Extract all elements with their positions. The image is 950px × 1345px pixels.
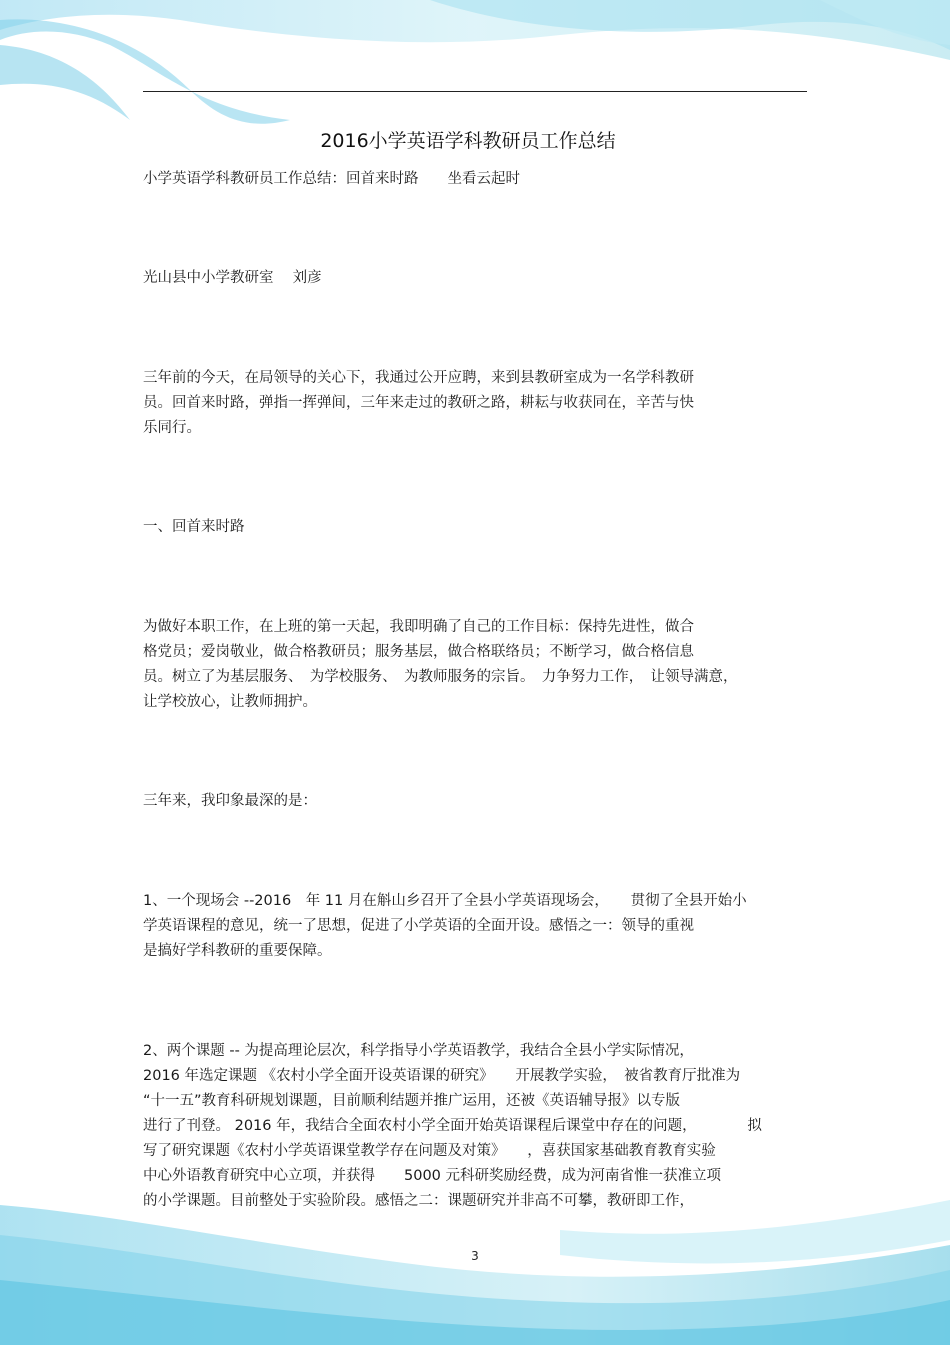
text-line: 是搞好学科教研的重要保障。 bbox=[143, 943, 332, 959]
text-line: 中心外语教育研究中心立项，并获得 5000 元科研奖励经费，成为河南省惟一获准立项 bbox=[143, 1168, 722, 1184]
text-line: 1、一个现场会 --2016 年 11 月在斛山乡召开了全县小学英语现场会， 贯彻了全县开始小 bbox=[143, 893, 747, 909]
page-number: 3 bbox=[471, 1249, 479, 1263]
paragraph-goals bbox=[143, 615, 808, 715]
text-line: 为做好本职工作，在上班的第一天起，我即明确了自己的工作目标：保持先进性，做合 bbox=[143, 619, 694, 635]
text-line: 三年来，我印象最深的是： bbox=[143, 793, 317, 809]
text-line: 员。回首来时路，弹指一挥弹间，三年来走过的教研之路，耕耘与收获同在，辛苦与快 bbox=[143, 395, 694, 411]
text-line: 让学校放心，让教师拥护。 bbox=[143, 694, 317, 710]
author-text: 光山县中小学教研室 刘彦 bbox=[143, 270, 322, 286]
text-line: 写了研究课题《农村小学英语课堂教学存在问题及对策》 ，喜获国家基础教育教育实验 bbox=[143, 1143, 716, 1159]
author-line bbox=[143, 266, 808, 291]
paragraph-item-2 bbox=[143, 1039, 808, 1214]
paragraph-impression bbox=[143, 789, 808, 814]
text-line: 员。树立了为基层服务、 为学校服务、 为教师服务的宗旨。 力争努力工作， 让领导满意， bbox=[143, 669, 738, 685]
text-line: 进行了刊登。 2016 年，我结合全面农村小学全面开始英语课程后课堂中存在的问题， 拟 bbox=[143, 1118, 762, 1134]
text-line: 乐同行。 bbox=[143, 420, 201, 436]
paragraph-item-1 bbox=[143, 889, 808, 964]
text-line: 的小学课题。目前整处于实验阶段。感悟之二：课题研究并非高不可攀，教研即工作， bbox=[143, 1193, 694, 1209]
text-line: 格党员；爱岗敬业，做合格教研员；服务基层，做合格联络员；不断学习，做合格信息 bbox=[143, 644, 694, 660]
text-line: “十一五”教育科研规划课题，目前顺利结题并推广运用，还被《英语辅导报》以专版 bbox=[143, 1093, 681, 1109]
document-title: 2016小学英语学科教研员工作总结 bbox=[320, 130, 616, 152]
text-line: 2、两个课题 -- 为提高理论层次，科学指导小学英语教学，我结合全县小学实际情况， bbox=[143, 1043, 694, 1059]
section-heading bbox=[143, 515, 808, 540]
subtitle-line: 小学英语学科教研员工作总结：回首来时路 坐看云起时 bbox=[143, 171, 520, 187]
header-rule bbox=[143, 91, 807, 92]
text-line: 学英语课程的意见，统一了思想，促进了小学英语的全面开设。感悟之一：领导的重视 bbox=[143, 918, 694, 934]
paragraph-intro bbox=[143, 366, 808, 441]
text-line: 三年前的今天，在局领导的关心下，我通过公开应聘，来到县教研室成为一名学科教研 bbox=[143, 370, 694, 386]
text-line: 一、回首来时路 bbox=[143, 519, 245, 535]
subtitle bbox=[143, 167, 808, 192]
text-line: 2016 年选定课题 《农村小学全面开设英语课的研究》 开展教学实验， 被省教育厅批准为 bbox=[143, 1068, 741, 1084]
